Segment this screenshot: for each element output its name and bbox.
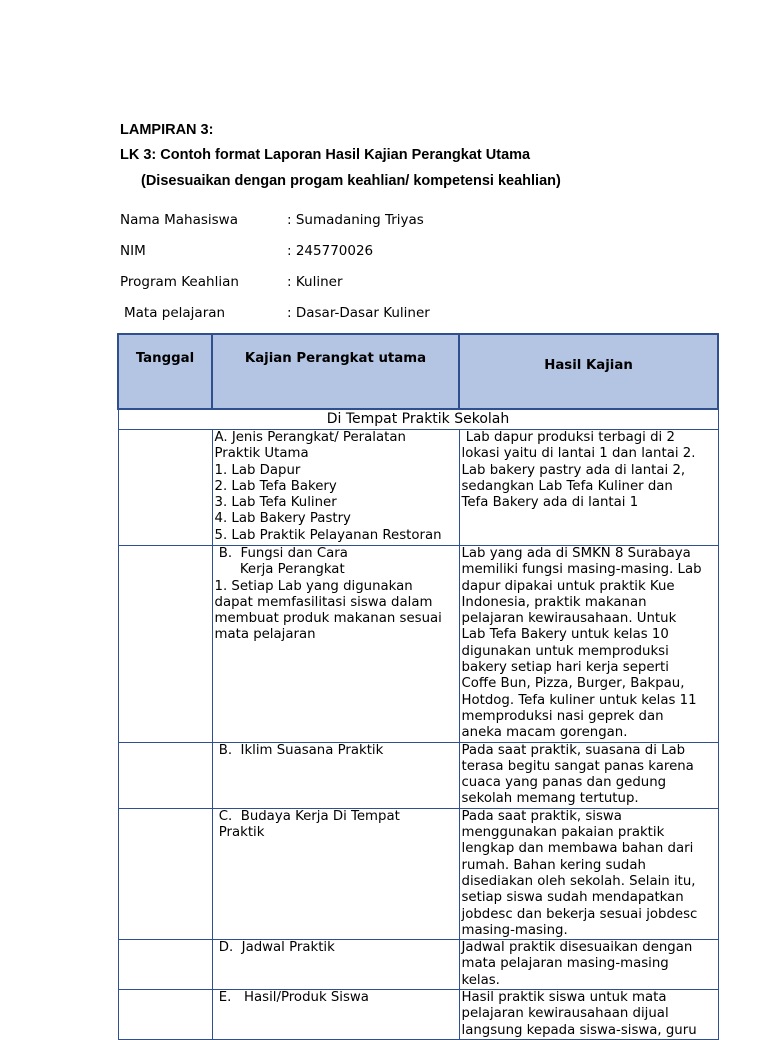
info-value: : Dasar-Dasar Kuliner [287, 305, 430, 321]
kajian-cell [212, 808, 459, 939]
header-kajian: Kajian Perangkat utama [212, 334, 459, 409]
table-row [118, 430, 718, 546]
hasil-line: Lab Tefa Bakery untuk kelas 10 [461, 627, 669, 643]
kajian-line: A. Jenis Perangkat/ Peralatan [214, 430, 406, 445]
info-label: Nama Mahasiswa [120, 212, 238, 228]
header-tanggal: Tanggal [118, 334, 212, 409]
hasil-line: Pada saat praktik, siswa [461, 808, 622, 824]
hasil-line: rumah. Bahan kering sudah [461, 857, 646, 873]
hasil-line: Pada saat praktik, suasana di Lab [461, 742, 686, 758]
kajian-line: membuat produk makanan sesuai [214, 611, 442, 627]
tanggal-cell [118, 742, 212, 808]
kajian-line: E. Hasil/Produk Siswa [214, 990, 369, 1006]
hasil-line: Hasil praktik siswa untuk mata [461, 990, 667, 1006]
tanggal-cell [118, 546, 212, 743]
hasil-line: Jadwal praktik disesuaikan dengan [461, 940, 693, 956]
hasil-line: masing-masing. [461, 922, 568, 938]
hasil-line: cuaca yang panas dan gedung [461, 775, 667, 791]
hasil-line: memiliki fungsi masing-masing. Lab [461, 562, 702, 578]
document-subtitle: (Disesuaikan dengan progam keahlian/ kompetensi keahlian) [141, 173, 561, 189]
table-row [118, 940, 718, 990]
hasil-line: dapur dipakai untuk praktik Kue [461, 578, 675, 594]
hasil-line: lokasi yaitu di lantai 1 dan lantai 2. [461, 446, 696, 462]
hasil-cell [459, 808, 718, 939]
kajian-cell [212, 940, 459, 990]
info-value: : Kuliner [287, 274, 343, 290]
kajian-cell [212, 742, 459, 808]
hasil-cell [459, 430, 718, 546]
tanggal-cell [118, 808, 212, 939]
table-row [118, 808, 718, 939]
section-title: Di Tempat Praktik Sekolah [118, 409, 718, 430]
hasil-line: kelas. [461, 972, 500, 988]
kajian-line: D. Jadwal Praktik [214, 940, 335, 956]
hasil-line: Indonesia, praktik makanan [461, 594, 647, 610]
tanggal-cell [118, 430, 212, 546]
hasil-line: pelajaran kewirausahaan. Untuk [461, 611, 677, 627]
kajian-line: 4. Lab Bakery Pastry [214, 511, 351, 527]
hasil-line: bakery setiap hari kerja seperti [461, 660, 669, 676]
hasil-line: aneka macam gorengan. [461, 725, 628, 741]
section-row [118, 409, 718, 430]
info-label: Program Keahlian [120, 274, 239, 290]
kajian-line: 3. Lab Tefa Kuliner [214, 495, 337, 511]
kajian-cell [212, 990, 459, 1040]
lampiran-label: LAMPIRAN 3: [120, 122, 214, 138]
hasil-line: digunakan untuk memproduksi [461, 643, 669, 659]
kajian-line: B. Fungsi dan Cara [214, 546, 348, 561]
hasil-line: Lab bakery pastry ada di lantai 2, [461, 462, 686, 478]
hasil-line: Hotdog. Tefa kuliner untuk kelas 11 [461, 692, 697, 708]
hasil-line: disediakan oleh sekolah. Selain itu, [461, 873, 696, 889]
hasil-line: Lab dapur produksi terbagi di 2 [461, 430, 675, 445]
hasil-line: langsung kepada siswa-siswa, guru [461, 1022, 697, 1038]
hasil-line: sedangkan Lab Tefa Kuliner dan [461, 478, 673, 494]
kajian-cell [212, 546, 459, 743]
table-row [118, 742, 718, 808]
kajian-line: 1. Setiap Lab yang digunakan [214, 578, 413, 594]
hasil-line: memproduksi nasi geprek dan [461, 708, 664, 724]
kajian-table [117, 333, 719, 1040]
hasil-line: terasa begitu sangat panas karena [461, 758, 694, 774]
kajian-line: 2. Lab Tefa Bakery [214, 478, 337, 494]
hasil-line: setiap siswa sudah mendapatkan [461, 890, 684, 906]
kajian-line: dapat memfasilitasi siswa dalam [214, 594, 433, 610]
table-row [118, 990, 718, 1040]
header-hasil: Hasil Kajian [459, 334, 718, 409]
hasil-line: jobdesc dan bekerja sesuai jobdesc [461, 906, 698, 922]
hasil-line: lengkap dan membawa bahan dari [461, 841, 694, 857]
kajian-line: B. Iklim Suasana Praktik [214, 742, 384, 758]
kajian-line: 5. Lab Praktik Pelayanan Restoran [214, 527, 442, 543]
kajian-line: Praktik Utama [214, 446, 309, 462]
hasil-cell [459, 742, 718, 808]
hasil-line: sekolah memang tertutup. [461, 791, 639, 807]
kajian-line: 1. Lab Dapur [214, 462, 301, 478]
kajian-line: Praktik [214, 825, 265, 841]
hasil-line: Coffe Bun, Pizza, Burger, Bakpau, [461, 676, 685, 692]
info-value: : Sumadaning Triyas [287, 212, 424, 228]
tanggal-cell [118, 940, 212, 990]
hasil-cell [459, 990, 718, 1040]
hasil-cell [459, 546, 718, 743]
tanggal-cell [118, 990, 212, 1040]
hasil-line: Lab yang ada di SMKN 8 Surabaya [461, 546, 691, 561]
info-label: Mata pelajaran [124, 305, 226, 321]
hasil-line: mata pelajaran masing-masing [461, 956, 669, 972]
info-label: NIM [120, 243, 146, 259]
hasil-line: menggunakan pakaian praktik [461, 825, 665, 841]
hasil-cell [459, 940, 718, 990]
info-value: : 245770026 [287, 243, 374, 259]
kajian-line: Kerja Perangkat [214, 562, 345, 578]
lk-title: LK 3: Contoh format Laporan Hasil Kajian Perangkat Utama [120, 147, 531, 163]
kajian-line: C. Budaya Kerja Di Tempat [214, 808, 400, 824]
hasil-line: Tefa Bakery ada di lantai 1 [461, 495, 639, 511]
kajian-cell [212, 430, 459, 546]
kajian-line: mata pelajaran [214, 627, 316, 643]
hasil-line: pelajaran kewirausahaan dijual [461, 1006, 669, 1022]
table-row [118, 546, 718, 743]
table-header-row [118, 334, 718, 409]
